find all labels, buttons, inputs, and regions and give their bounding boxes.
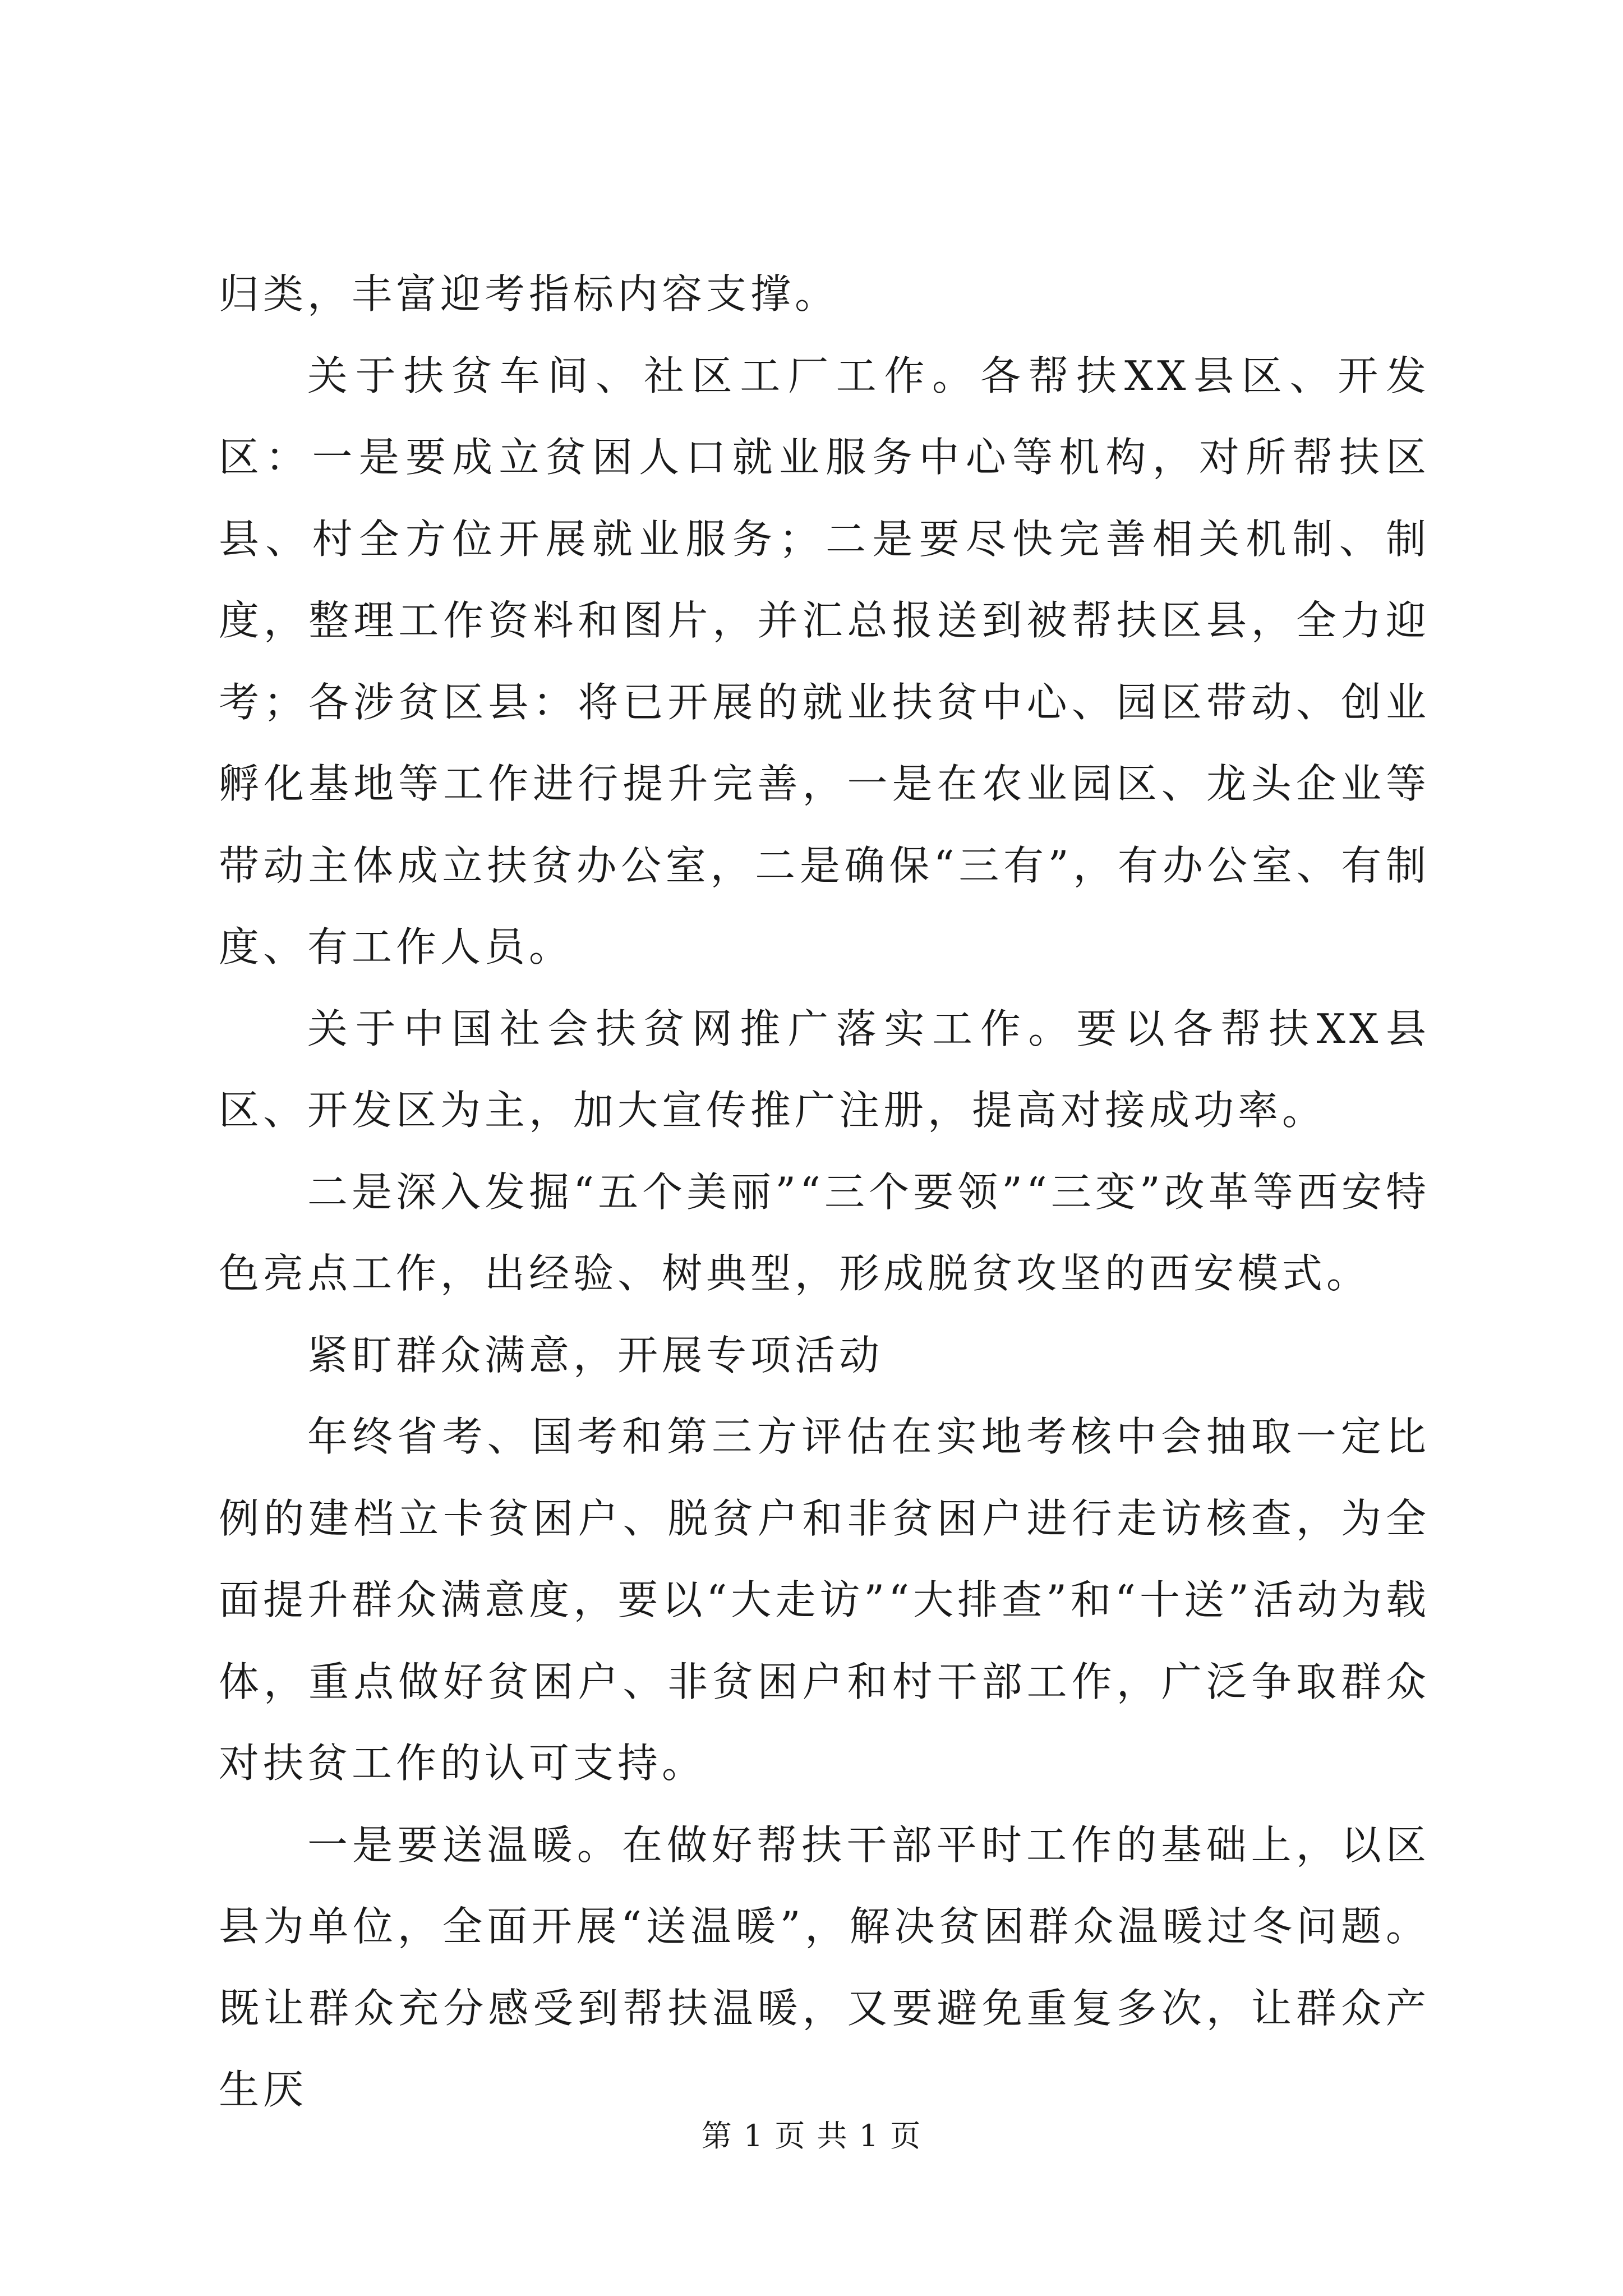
paragraph-3: 关于中国社会扶贫网推广落实工作。要以各帮扶XX县区、开发区为主，加大宣传推广注册，提高对接成功率。 [219, 1005, 1430, 1134]
paragraph-6: 年终省考、国考和第三方评估在实地考核中会抽取一定比例的建档立卡贫困户、脱贫户和非贫困户进行走访核查，为全面提升群众满意度，要以“大走访”“大排查”和“十送”活动为载体，重点做好贫困户、非贫困户和村干部工作，广泛争取群众对扶贫工作的认可支持。 [219, 1413, 1430, 1787]
section-heading: 紧盯群众满意，开展专项活动 [307, 1331, 884, 1379]
paragraph-4: 二是深入发掘“五个美丽”“三个要领”“三变”改革等西安特色亮点工作，出经验、树典型，形成脱贫攻坚的西安模式。 [219, 1168, 1430, 1297]
document-body [219, 254, 1430, 2131]
paragraph-2: 关于扶贫车间、社区工厂工作。各帮扶XX县区、开发区：一是要成立贫困人口就业服务中心等机构，对所帮扶区县、村全方位开展就业服务；二是要尽快完善相关机制、制度，整理工作资料和图片，并汇总报送到被帮扶区县，全力迎考；各涉贫区县：将已开展的就业扶贫中心、园区带动、创业孵化基地等工作进行提升完善，一是在农业园区、龙头企业等带动主体成立扶贫办公室，二是确保“三有”，有办公室、有制度、有工作人员。 [219, 352, 1430, 970]
paragraph-7: 一是要送温暖。在做好帮扶干部平时工作的基础上，以区县为单位，全面开展“送温暖”，解决贫困群众温暖过冬问题。既让群众充分感受到帮扶温暖，又要避免重复多次，让群众产生厌 [219, 1821, 1430, 2113]
paragraph-1: 归类，丰富迎考指标内容支撑。 [219, 270, 840, 318]
page-footer: 第 1 页 共 1 页 [701, 2118, 922, 2154]
